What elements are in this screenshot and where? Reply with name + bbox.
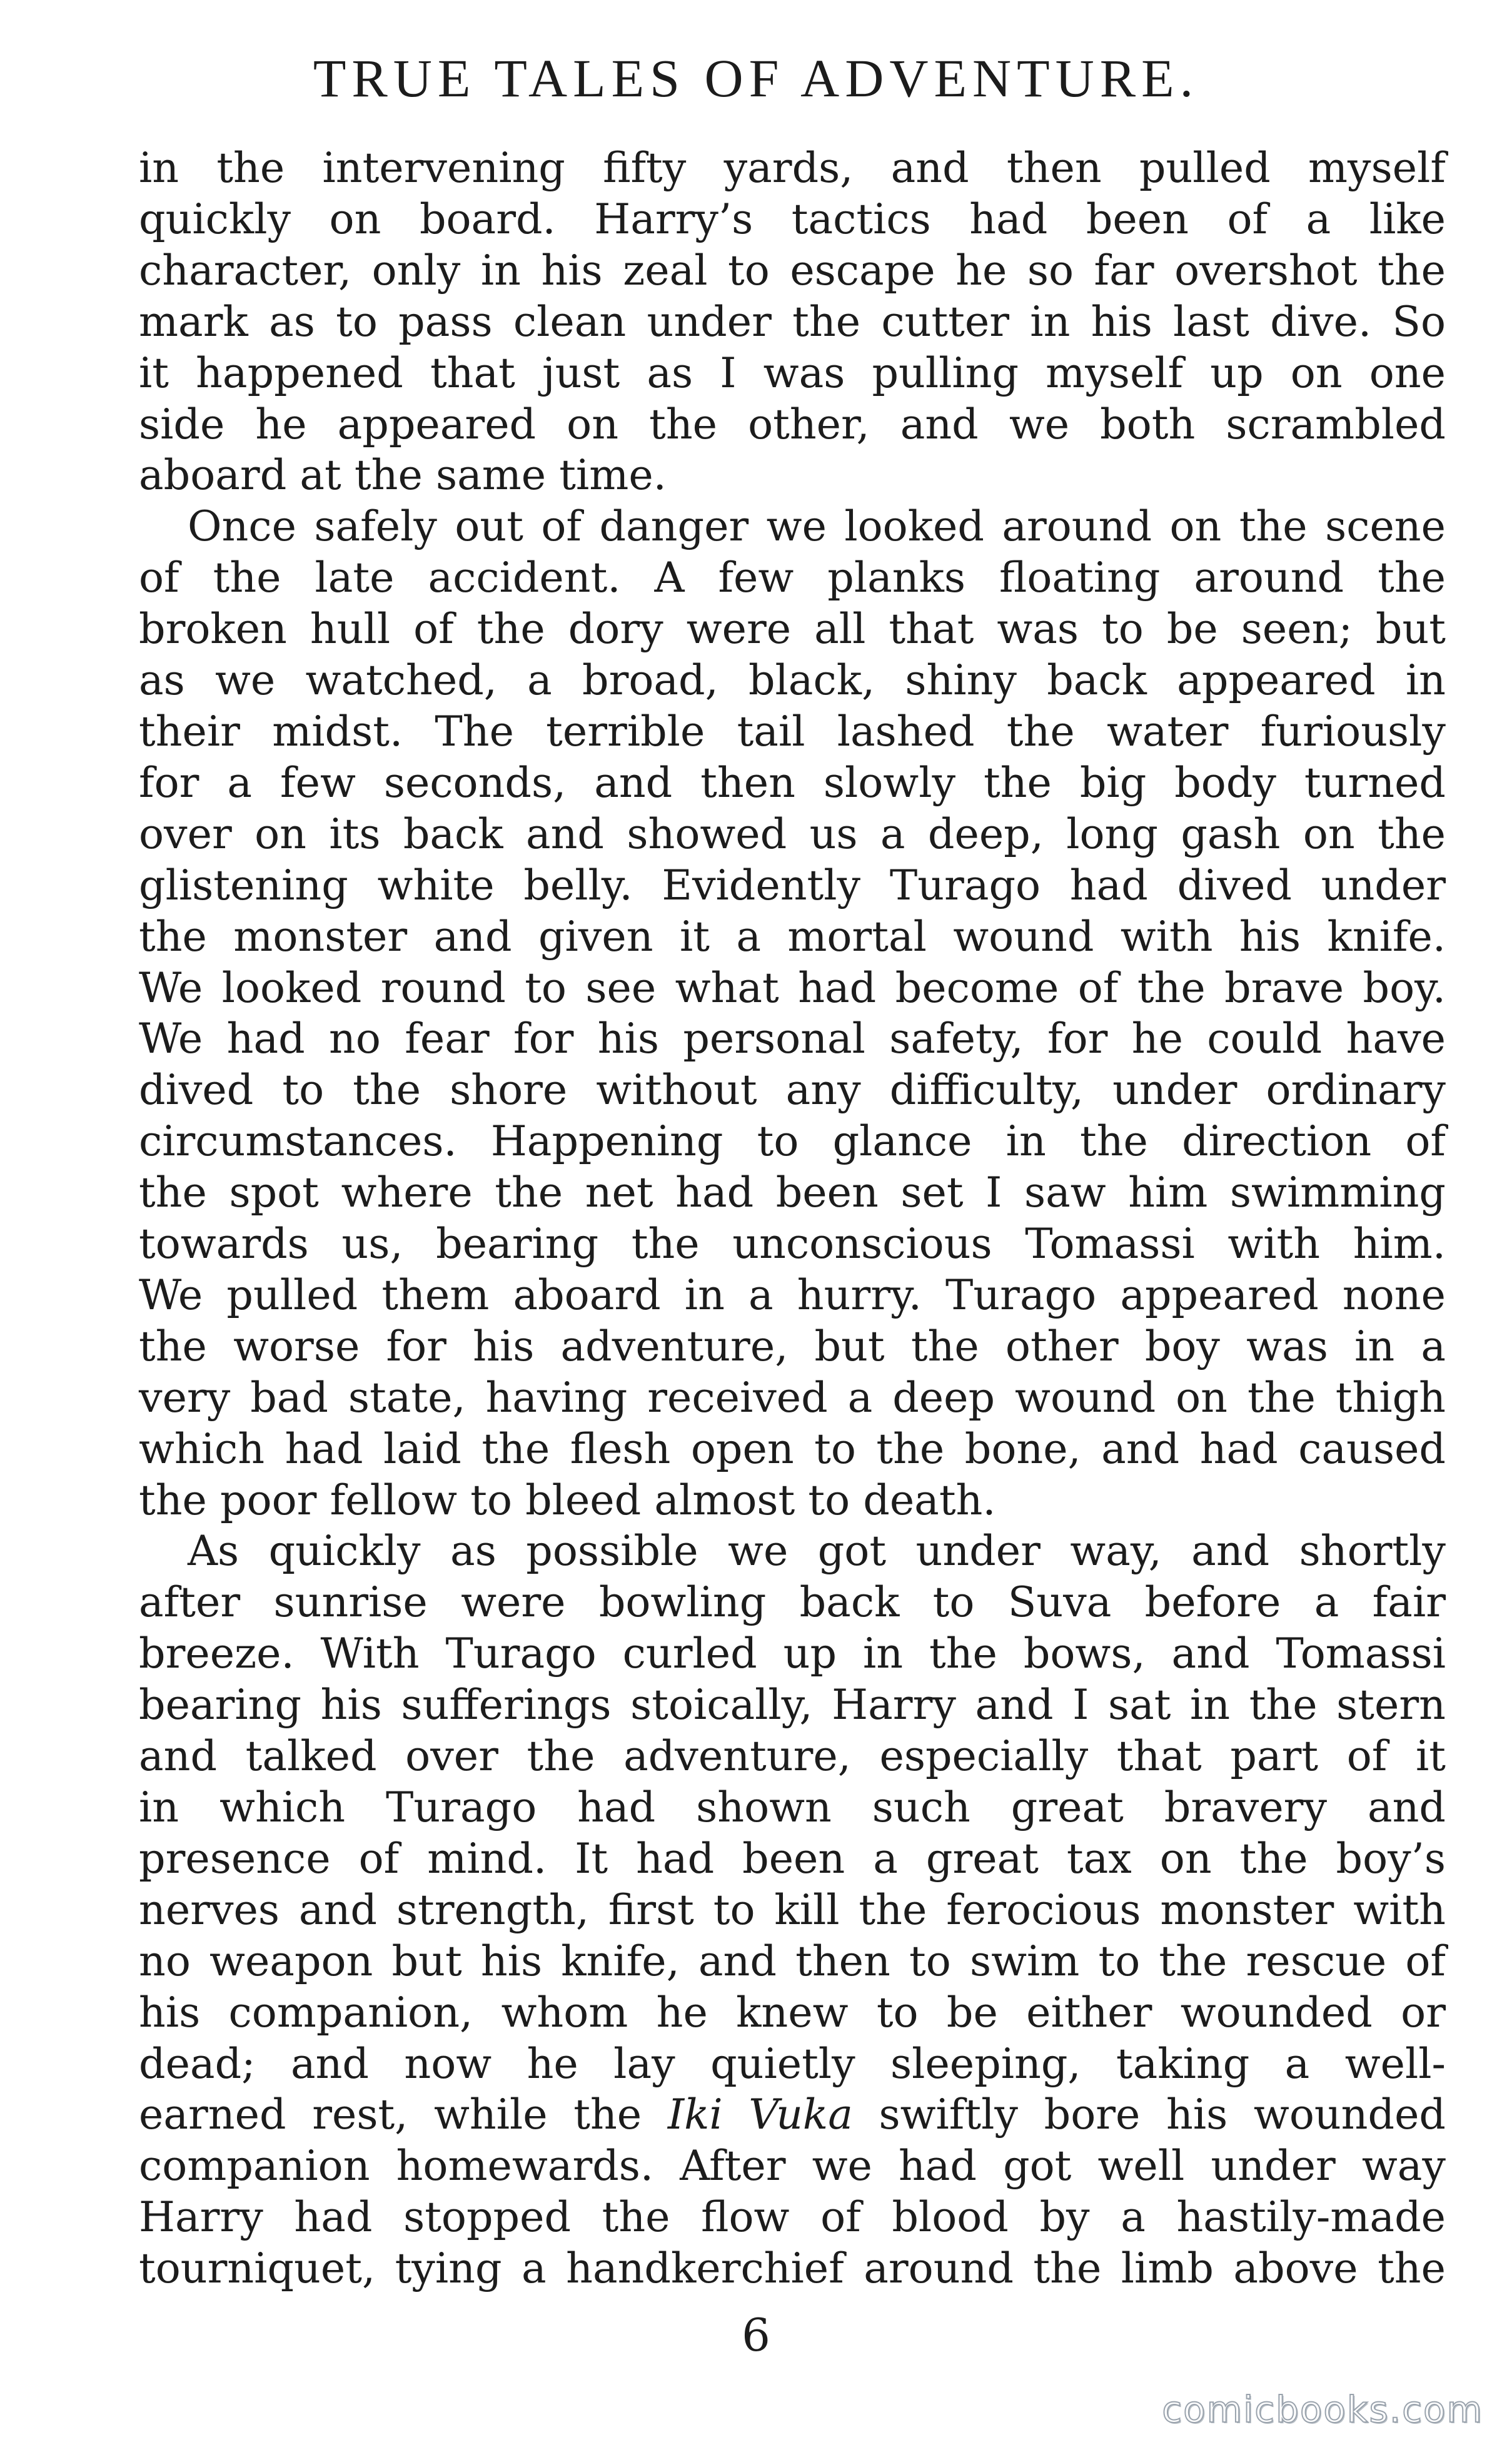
text-line: tourniquet, tying a handkerchief around the limb above the	[139, 2244, 1446, 2293]
text-line: of the late accident. A few planks floating around the	[139, 553, 1446, 602]
text-line: glistening white belly. Evidently Turago had dived under	[139, 860, 1446, 909]
text-line: presence of mind. It had been a great tax on the boy’s	[139, 1833, 1446, 1883]
text-line: it happened that just as I was pulling myself up on one	[139, 348, 1446, 397]
text-line: over on its back and showed us a deep, long gash on the	[139, 809, 1446, 858]
text-line: his companion, whom he knew to be either wounded or	[139, 1987, 1446, 2037]
paragraph-start-line: As quickly as possible we got under way, and shortly	[188, 1526, 1446, 1576]
text-fragment: earned rest, while the	[139, 2090, 668, 2139]
text-line: towards us, bearing the unconscious Tomassi with him.	[139, 1219, 1446, 1269]
text-line: circumstances. Happening to glance in the direction of	[139, 1117, 1446, 1166]
text-line: as we watched, a broad, black, shiny back appeared in	[139, 656, 1446, 705]
text-line: the spot where the net had been set I saw him swimming	[139, 1168, 1446, 1217]
text-line: character, only in his zeal to escape he so far overshot the	[139, 245, 1446, 295]
text-line: dead; and now he lay quietly sleeping, taking a well-	[139, 2039, 1446, 2088]
paragraph-start-line: Once safely out of danger we looked around on the scene	[188, 502, 1446, 551]
text-line: the worse for his adventure, but the other boy was in a	[139, 1321, 1446, 1370]
watermark: comicbooks.com	[1162, 2388, 1483, 2431]
ship-name: Iki Vuka	[667, 2090, 853, 2139]
text-line: quickly on board. Harry’s tactics had been of a like	[139, 194, 1446, 243]
text-line: dived to the shore without any difficulty, under ordinary	[139, 1065, 1446, 1115]
text-line: nerves and strength, first to kill the ferocious monster with	[139, 1885, 1446, 1934]
text-line: in the intervening fifty yards, and then pulled myself	[139, 143, 1446, 192]
text-line: aboard at the same time.	[139, 450, 667, 500]
text-fragment: swiftly bore his wounded	[852, 2090, 1446, 2139]
text-line: We pulled them aboard in a hurry. Turago appeared none	[139, 1270, 1446, 1319]
text-line: after sunrise were bowling back to Suva before a fair	[139, 1578, 1446, 1627]
text-line: in which Turago had shown such great bravery and	[139, 1783, 1446, 1832]
text-line: no weapon but his knife, and then to swim to the rescue of	[139, 1936, 1446, 1985]
text-line: bearing his sufferings stoically, Harry and I sat in the stern	[139, 1680, 1446, 1730]
text-line: We looked round to see what had become of the brave boy.	[139, 963, 1446, 1012]
text-line: their midst. The terrible tail lashed the water furiously	[139, 706, 1446, 756]
text-line-with-ship-name	[139, 2089, 1446, 2141]
page-title: TRUE TALES OF ADVENTURE.	[313, 48, 1199, 108]
text-line: very bad state, having received a deep wound on the thigh	[139, 1372, 1446, 1422]
text-line: companion homewards. After we had got well under way	[139, 2141, 1446, 2191]
text-line: the monster and given it a mortal wound with his knife.	[139, 911, 1446, 961]
text-line: mark as to pass clean under the cutter in his last dive. So	[139, 296, 1446, 346]
text-line: Harry had stopped the flow of blood by a hastily-made	[139, 2192, 1446, 2242]
text-line: which had laid the flesh open to the bone, and had caused	[139, 1424, 1446, 1473]
page-number: 6	[742, 2309, 770, 2361]
text-line: the poor fellow to bleed almost to death.	[139, 1475, 996, 1524]
text-line: breeze. With Turago curled up in the bows, and Tomassi	[139, 1629, 1446, 1678]
text-line: for a few seconds, and then slowly the big body turned	[139, 757, 1446, 807]
body-text	[139, 143, 1446, 2294]
text-line: side he appeared on the other, and we both scrambled	[139, 399, 1446, 448]
text-line: We had no fear for his personal safety, for he could have	[139, 1014, 1446, 1063]
text-line: and talked over the adventure, especially that part of it	[139, 1731, 1446, 1781]
text-line: broken hull of the dory were all that was to be seen; but	[139, 604, 1446, 654]
